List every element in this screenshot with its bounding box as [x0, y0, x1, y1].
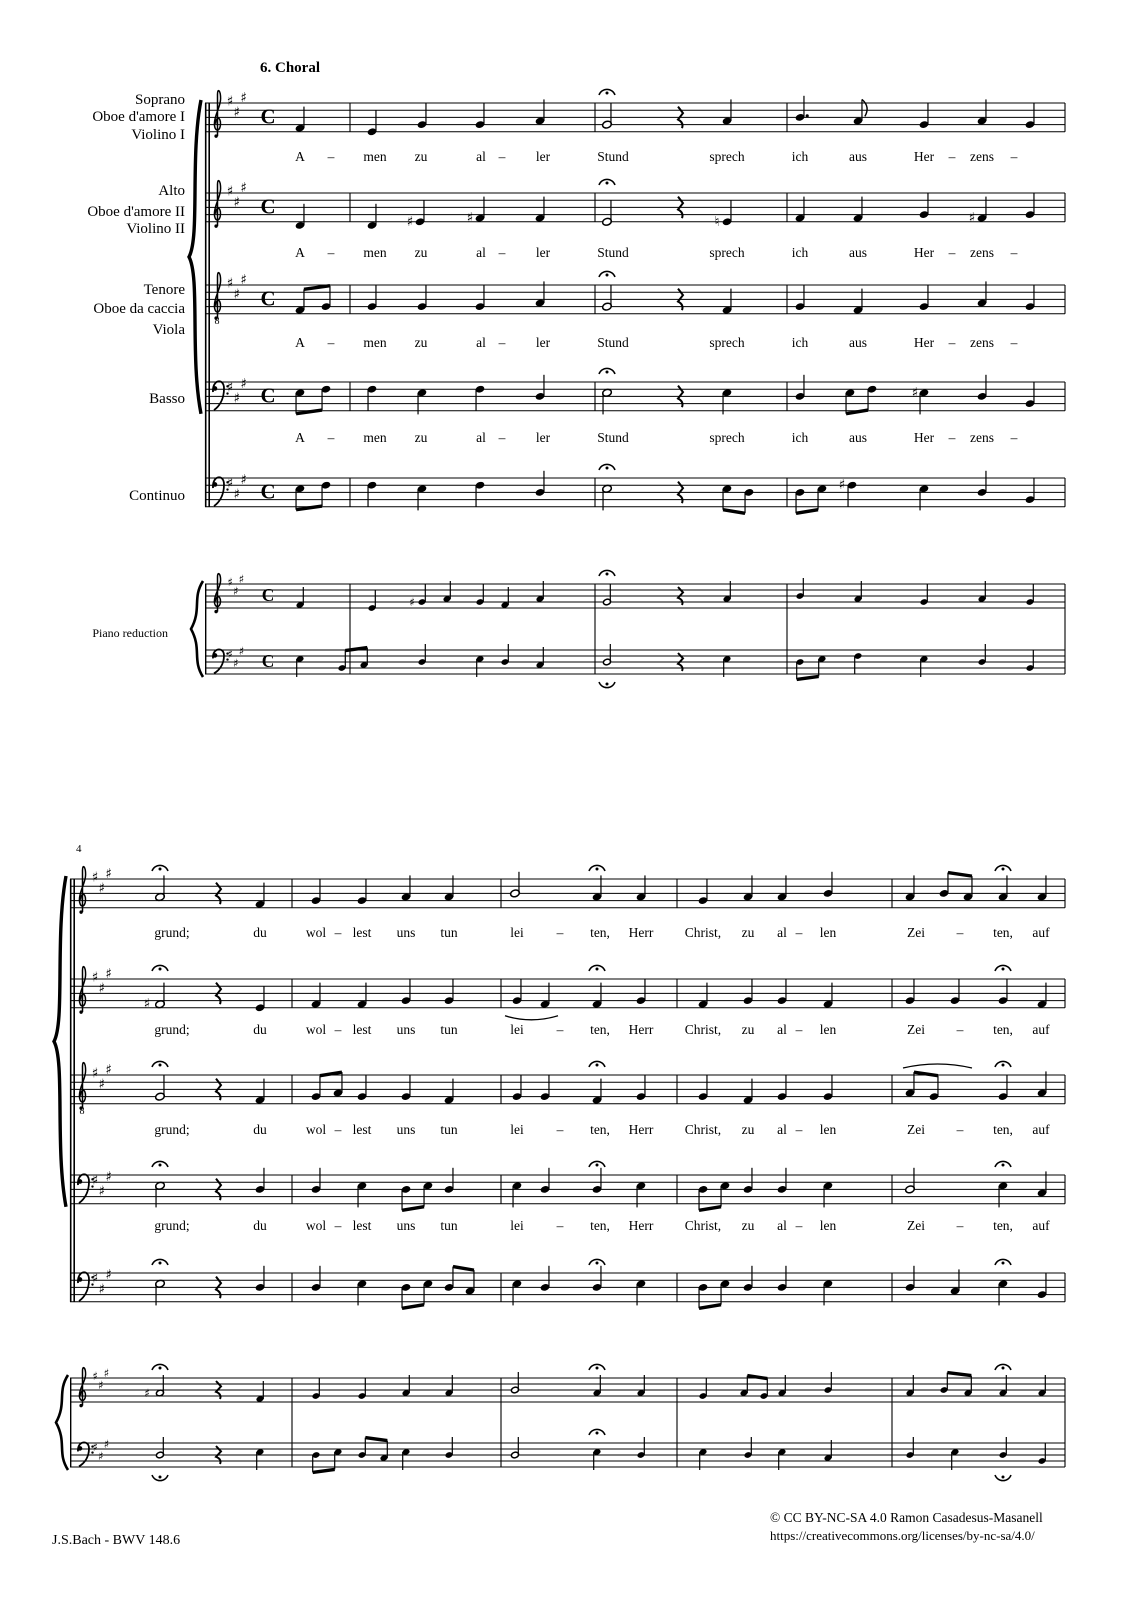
svg-text:♯: ♯ — [226, 379, 234, 396]
lyric-syllable: tun — [440, 1122, 458, 1137]
svg-text:♯: ♯ — [226, 183, 234, 200]
lyric-syllable: tun — [440, 925, 458, 940]
svg-text:8: 8 — [79, 1105, 85, 1117]
svg-text:♯: ♯ — [406, 213, 414, 230]
svg-text:♯: ♯ — [143, 996, 151, 1013]
svg-text:♯: ♯ — [227, 647, 233, 662]
label-oboe-da-caccia: Oboe da caccia — [93, 301, 185, 317]
lyric-syllable: ich — [791, 430, 809, 445]
lyric-syllable: auf — [1032, 1218, 1050, 1233]
lyric-syllable: sprech — [709, 430, 745, 445]
svg-text:♯: ♯ — [233, 486, 241, 503]
svg-text:♯: ♯ — [232, 584, 239, 599]
svg-text:♯: ♯ — [968, 210, 976, 227]
lyric-syllable: lei — [510, 925, 524, 940]
system-2 — [54, 865, 1065, 1480]
lyric-syllable: – — [334, 1122, 342, 1137]
svg-text:♯: ♯ — [97, 1449, 104, 1464]
measure-number: 4 — [76, 843, 82, 855]
svg-text:♯: ♯ — [232, 656, 239, 671]
svg-text:♯: ♯ — [144, 1386, 150, 1400]
svg-text:♯: ♯ — [98, 1183, 106, 1200]
lyric-syllable: grund; — [154, 1122, 190, 1137]
lyric-syllable: ten, — [993, 1122, 1013, 1137]
svg-text:♯: ♯ — [92, 1440, 98, 1455]
lyric-syllable: zens — [970, 335, 994, 350]
lyric-syllable: uns — [396, 1218, 416, 1233]
svg-text:♯: ♯ — [98, 1076, 106, 1093]
lyric-syllable: Zei — [907, 1218, 925, 1233]
lyric-syllable: Christ, — [684, 925, 722, 940]
svg-text:♯: ♯ — [91, 1065, 99, 1082]
svg-text:C: C — [260, 194, 276, 219]
lyric-syllable: – — [795, 925, 803, 940]
lyric-syllable: – — [956, 925, 964, 940]
lyric-syllable: Zei — [907, 1022, 925, 1037]
lyric-syllable: Stund — [597, 149, 629, 164]
lyric-syllable: lest — [352, 1022, 372, 1037]
lyric-syllable: zu — [414, 245, 428, 260]
lyric-syllable: ten, — [590, 1022, 610, 1037]
lyric-syllable: Zei — [907, 925, 925, 940]
svg-text:♯: ♯ — [105, 965, 112, 982]
lyric-syllable: ler — [535, 430, 551, 445]
svg-text:♯: ♯ — [240, 89, 247, 106]
lyric-syllable: Her — [913, 149, 935, 164]
lyric-syllable: ich — [791, 245, 809, 260]
svg-text:♯: ♯ — [238, 644, 245, 659]
staff-continuo-sys2 — [70, 1259, 1065, 1308]
lyric-syllable: tun — [440, 1218, 458, 1233]
lyric-syllable: al — [476, 430, 486, 445]
lyric-syllable: sprech — [709, 245, 745, 260]
footer-license: © CC BY-NC-SA 4.0 Ramon Casadesus-Masanell — [770, 1510, 1043, 1525]
lyric-syllable: ten, — [993, 1218, 1013, 1233]
svg-text:C: C — [261, 585, 275, 606]
lyric-syllable: lest — [352, 1122, 372, 1137]
svg-text:♯: ♯ — [466, 210, 474, 227]
staff-soprano-sys1 — [205, 89, 1065, 137]
label-viola: Viola — [152, 322, 185, 338]
lyric-syllable: A — [295, 430, 305, 445]
lyric-syllable: – — [334, 1022, 342, 1037]
svg-text:♯: ♯ — [838, 477, 846, 494]
lyric-syllable: ich — [791, 335, 809, 350]
lyric-syllable: – — [1010, 149, 1018, 164]
lyric-syllable: al — [777, 1218, 787, 1233]
lyric-syllable: uns — [396, 1022, 416, 1037]
lyric-syllable: sprech — [709, 149, 745, 164]
lyric-syllable: lei — [510, 1022, 524, 1037]
lyric-syllable: – — [1010, 335, 1018, 350]
footer-work-id: J.S.Bach - BWV 148.6 — [52, 1533, 181, 1548]
lyric-syllable: ten, — [993, 925, 1013, 940]
lyric-syllable: – — [498, 149, 506, 164]
lyric-syllable: zens — [970, 149, 994, 164]
lyric-syllable: men — [363, 430, 387, 445]
lyric-syllable: zens — [970, 430, 994, 445]
lyric-syllable: – — [956, 1122, 964, 1137]
lyric-syllable: zu — [741, 1122, 755, 1137]
lyric-syllable: – — [498, 335, 506, 350]
svg-text:♯: ♯ — [240, 179, 247, 196]
lyric-syllable: aus — [849, 149, 867, 164]
svg-text:♯: ♯ — [105, 1169, 112, 1186]
lyric-syllable: – — [948, 245, 956, 260]
lyric-syllable: len — [819, 1122, 837, 1137]
lyric-syllable: zens — [970, 245, 994, 260]
lyric-syllable: tun — [440, 1022, 458, 1037]
lyric-syllable: Christ, — [684, 1218, 722, 1233]
svg-text:♯: ♯ — [911, 384, 919, 401]
lyric-syllable: A — [295, 149, 305, 164]
lyric-syllable: Her — [913, 335, 935, 350]
staff-alto-sys2 — [70, 965, 1065, 1019]
lyric-syllable: Zei — [907, 1122, 925, 1137]
label-soprano: Soprano — [135, 92, 185, 108]
svg-text:♯: ♯ — [105, 1061, 112, 1078]
lyric-syllable: Her — [913, 430, 935, 445]
piece-title: 6. Choral — [260, 60, 320, 76]
svg-text:♯: ♯ — [91, 969, 99, 986]
svg-text:C: C — [260, 383, 276, 408]
lyric-syllable: – — [795, 1218, 803, 1233]
svg-text:♮: ♮ — [714, 213, 720, 230]
lyric-syllable: aus — [849, 430, 867, 445]
lyric-syllable: len — [819, 1218, 837, 1233]
svg-text:♯: ♯ — [409, 595, 415, 609]
svg-text:♯: ♯ — [233, 390, 241, 407]
lyric-syllable: zu — [741, 1022, 755, 1037]
lyric-syllable: zu — [741, 1218, 755, 1233]
staff-tenore-sys1 — [205, 271, 1065, 326]
lyric-syllable: ten, — [590, 925, 610, 940]
label-piano-reduction: Piano reduction — [92, 626, 168, 640]
lyric-syllable: zu — [741, 925, 755, 940]
lyric-syllable: al — [476, 335, 486, 350]
lyric-syllable: zu — [414, 149, 428, 164]
lyric-syllable: Herr — [628, 925, 654, 940]
svg-text:♯: ♯ — [103, 1437, 110, 1452]
lyric-syllable: Christ, — [684, 1022, 722, 1037]
lyric-syllable: uns — [396, 1122, 416, 1137]
lyric-syllable: al — [777, 1122, 787, 1137]
lyric-syllable: al — [476, 149, 486, 164]
staff-soprano-sys2 — [70, 865, 1065, 913]
lyric-syllable: Christ, — [684, 1122, 722, 1137]
lyric-syllable: du — [253, 1122, 267, 1137]
lyric-syllable: ich — [791, 149, 809, 164]
svg-text:♯: ♯ — [226, 475, 234, 492]
lyric-syllable: Herr — [628, 1122, 654, 1137]
svg-text:♯: ♯ — [98, 880, 106, 897]
svg-text:♯: ♯ — [91, 1172, 99, 1189]
lyric-syllable: – — [1010, 430, 1018, 445]
lyric-syllable: auf — [1032, 925, 1050, 940]
lyric-syllable: Herr — [628, 1218, 654, 1233]
svg-text:♯: ♯ — [91, 1270, 99, 1287]
lyric-syllable: lest — [352, 1218, 372, 1233]
label-oboe-damore-1: Oboe d'amore I — [92, 109, 185, 125]
lyric-syllable: lest — [352, 925, 372, 940]
staff-alto-sys1 — [205, 179, 1065, 229]
lyric-syllable: – — [948, 430, 956, 445]
lyric-syllable: ten, — [993, 1022, 1013, 1037]
svg-text:♯: ♯ — [233, 104, 241, 121]
svg-text:C: C — [260, 104, 276, 129]
system-1 — [189, 89, 1065, 687]
label-violino-1: Violino I — [131, 127, 185, 143]
svg-text:♯: ♯ — [105, 1267, 112, 1284]
lyric-syllable: A — [295, 335, 305, 350]
lyric-syllable: Herr — [628, 1022, 654, 1037]
lyric-syllable: – — [556, 925, 564, 940]
lyric-syllable: – — [334, 1218, 342, 1233]
svg-text:♯: ♯ — [98, 1281, 106, 1298]
staff-piano-left-sys2 — [70, 1429, 1065, 1480]
svg-text:♯: ♯ — [105, 865, 112, 882]
svg-text:♯: ♯ — [238, 572, 245, 587]
footer-license-url: https://creativecommons.org/licenses/by-nc-sa/4.0/ — [770, 1528, 1035, 1543]
lyric-syllable: aus — [849, 335, 867, 350]
lyric-syllable: Stund — [597, 335, 629, 350]
lyric-syllable: ler — [535, 335, 551, 350]
svg-text:♯: ♯ — [226, 275, 234, 292]
lyric-syllable: auf — [1032, 1122, 1050, 1137]
label-violino-2: Violino II — [126, 221, 185, 237]
lyric-syllable: men — [363, 335, 387, 350]
svg-text:♯: ♯ — [227, 575, 233, 590]
lyric-syllable: ten, — [590, 1122, 610, 1137]
lyric-syllable: sprech — [709, 335, 745, 350]
lyric-syllable: du — [253, 925, 267, 940]
lyric-syllable: wol — [305, 925, 327, 940]
lyric-syllable: aus — [849, 245, 867, 260]
lyric-syllable: lei — [510, 1218, 524, 1233]
lyric-syllable: A — [295, 245, 305, 260]
staff-piano-right-sys2 — [70, 1364, 1065, 1407]
lyric-syllable: – — [498, 245, 506, 260]
lyric-syllable: – — [327, 430, 335, 445]
lyric-syllable: ten, — [590, 1218, 610, 1233]
lyric-syllable: – — [334, 925, 342, 940]
lyric-syllable: men — [363, 245, 387, 260]
lyric-syllable: – — [327, 245, 335, 260]
lyric-syllable: – — [327, 335, 335, 350]
lyric-syllable: grund; — [154, 925, 190, 940]
lyric-syllable: – — [327, 149, 335, 164]
lyric-syllable: zu — [414, 335, 428, 350]
staff-continuo-sys1 — [205, 464, 1065, 513]
lyric-syllable: Her — [913, 245, 935, 260]
svg-text:♯: ♯ — [240, 376, 247, 393]
svg-text:8: 8 — [214, 315, 220, 327]
lyric-syllable: – — [956, 1022, 964, 1037]
lyric-syllable: auf — [1032, 1022, 1050, 1037]
lyric-syllable: uns — [396, 925, 416, 940]
lyric-syllable: al — [476, 245, 486, 260]
svg-text:♯: ♯ — [233, 194, 241, 211]
lyric-syllable: grund; — [154, 1218, 190, 1233]
lyric-syllable: len — [819, 1022, 837, 1037]
svg-text:♯: ♯ — [240, 271, 247, 288]
lyric-syllable: zu — [414, 430, 428, 445]
lyric-syllable: ler — [535, 245, 551, 260]
svg-text:♯: ♯ — [98, 980, 106, 997]
lyric-syllable: – — [556, 1022, 564, 1037]
lyric-syllable: – — [1010, 245, 1018, 260]
label-tenore: Tenore — [143, 282, 185, 298]
staff-basso-sys2 — [70, 1161, 1065, 1210]
lyric-syllable: wol — [305, 1022, 327, 1037]
lyric-syllable: Stund — [597, 430, 629, 445]
svg-text:C: C — [260, 479, 276, 504]
lyric-syllable: grund; — [154, 1022, 190, 1037]
lyric-syllable: – — [498, 430, 506, 445]
lyric-syllable: – — [795, 1022, 803, 1037]
lyric-syllable: al — [777, 1022, 787, 1037]
lyric-syllable: wol — [305, 1218, 327, 1233]
svg-text:C: C — [260, 286, 276, 311]
staff-basso-sys1 — [205, 368, 1065, 414]
lyric-syllable: al — [777, 925, 787, 940]
label-oboe-damore-2: Oboe d'amore II — [87, 204, 185, 220]
svg-text:♯: ♯ — [233, 286, 241, 303]
svg-text:♯: ♯ — [226, 93, 234, 110]
svg-text:♯: ♯ — [103, 1366, 110, 1381]
lyric-syllable: – — [795, 1122, 803, 1137]
label-basso: Basso — [149, 391, 185, 407]
lyric-syllable: – — [956, 1218, 964, 1233]
staff-tenore-sys2 — [70, 1061, 1065, 1116]
lyric-syllable: – — [948, 335, 956, 350]
lyric-syllable: – — [948, 149, 956, 164]
svg-text:C: C — [261, 651, 275, 672]
lyric-syllable: men — [363, 149, 387, 164]
svg-text:♯: ♯ — [240, 472, 247, 489]
lyric-syllable: wol — [305, 1122, 327, 1137]
svg-text:♯: ♯ — [92, 1369, 98, 1384]
lyric-syllable: du — [253, 1022, 267, 1037]
staff-piano-right-sys1 — [205, 570, 1065, 613]
label-continuo: Continuo — [129, 488, 185, 504]
staff-piano-left-sys1 — [205, 644, 1065, 688]
lyric-syllable: Stund — [597, 245, 629, 260]
svg-text:♯: ♯ — [97, 1378, 104, 1393]
lyric-syllable: len — [819, 925, 837, 940]
lyric-syllable: – — [556, 1122, 564, 1137]
lyric-syllable: du — [253, 1218, 267, 1233]
svg-text:♯: ♯ — [91, 869, 99, 886]
lyric-syllable: ler — [535, 149, 551, 164]
label-alto: Alto — [158, 183, 185, 199]
lyric-syllable: lei — [510, 1122, 524, 1137]
lyric-syllable: – — [556, 1218, 564, 1233]
